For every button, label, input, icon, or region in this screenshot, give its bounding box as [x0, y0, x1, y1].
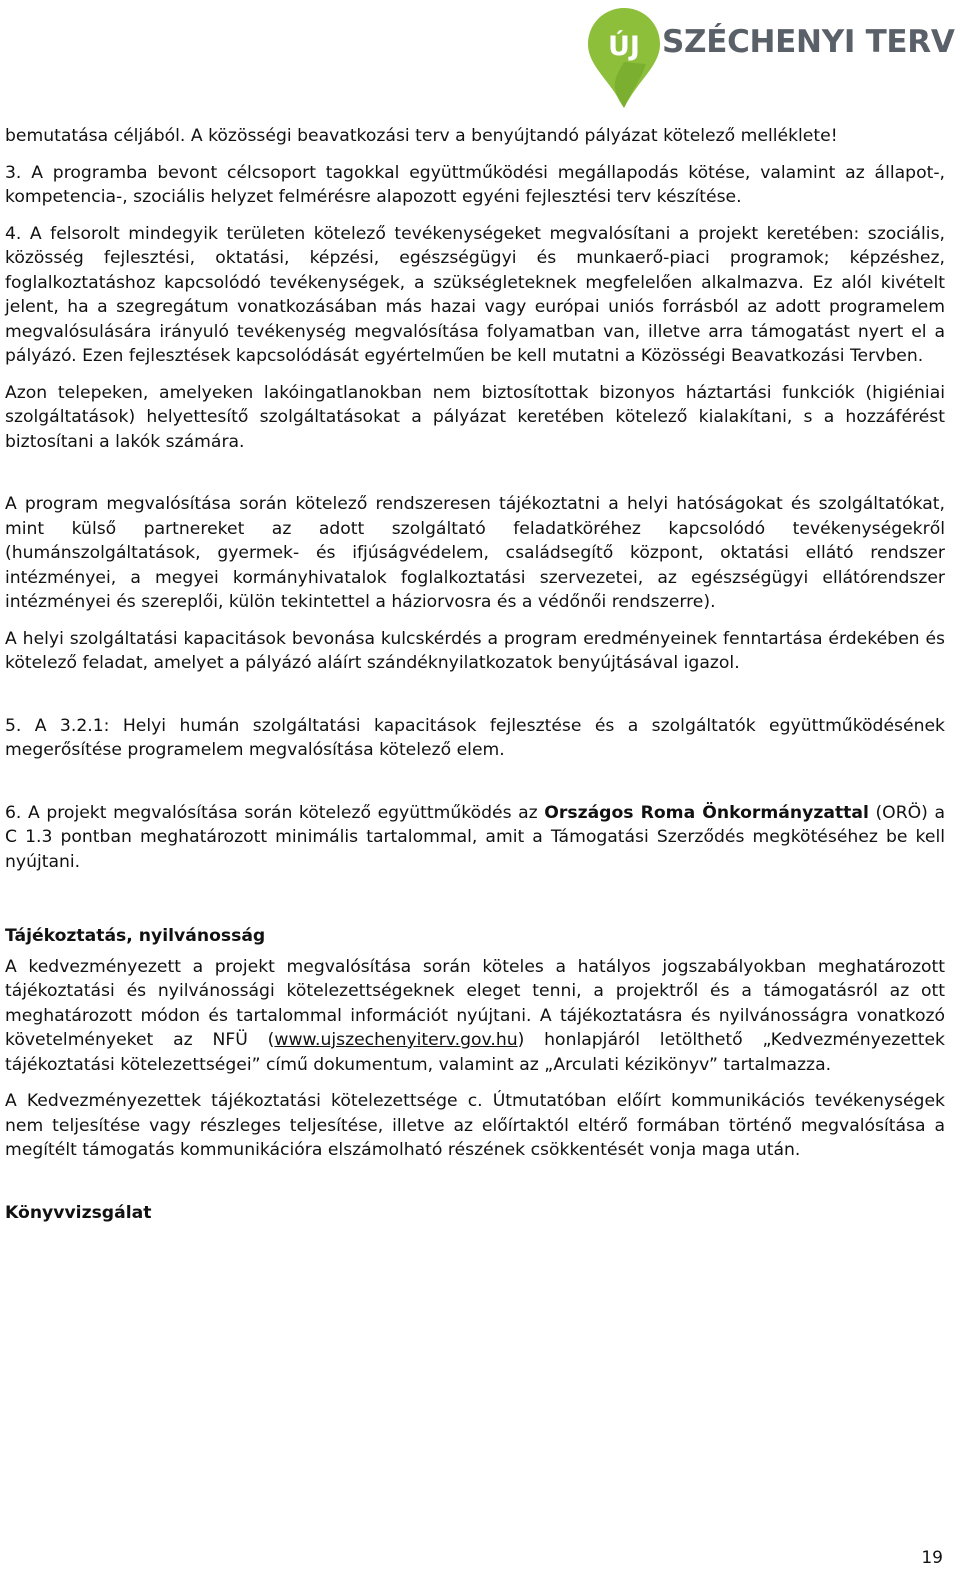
szechenyi-terv-logo — [586, 6, 955, 110]
heading-tajekoztatas: Tájékoztatás, nyilvánosság — [5, 926, 266, 946]
paragraph-item-4: 4. A felsorolt mindegyik területen kötelező tevékenységeket megvalósítani a projekt keretében: szociális, közösség fejlesztési, oktatási, képzési, egészségügyi és munkaerő-piaci programok; képzéshez, foglalkoztatáshoz kapcsolódó tevékenységek, a szükségleteknek megfelelően alkalmazva. Ez alól kivételt jelent, ha a szegregátum vonatkozásában más hazai vagy európai uniós forrásból az adott programelem megvalósulására irányuló tevékenység megvalósítása folyamatban van, illetve arra támogatást nyert el a pályázó. Ezen fejlesztések kapcsolódását egyértelműen be kell mutatni a Közösségi Beavatkozási Tervben. — [5, 223, 945, 366]
logo-brand-text: SZÉCHENYI TERV — [662, 24, 955, 60]
nfu-website-link[interactable]: www.ujszechenyiterv.gov.hu — [274, 1030, 518, 1050]
item-6-bold-org: Országos Roma Önkormányzattal — [544, 802, 869, 823]
paragraph-kedvezmenyezett — [5, 955, 945, 1078]
kedv-text-a: A kedvezményezett a projekt megvalósítása során köteles a hatályos jogszabályokban meghatározott tájékoztatási és nyilvánossági kötelezettségeknek eleget tenni, a projektről és a támogatásról az ott meghatározott módon és tartalommal információt nyújtani. A tájékoztatásra és nyilvánosságra vonatkozó követelményeket az NFÜ ( — [5, 956, 945, 1050]
kedv-text-b: ) honlapjáról letölthető „Kedvezményezettek tájékoztatási kötelezettségei” című dokumentum, valamint az „Arculati kézikönyv” tartalmazza. — [5, 1030, 945, 1075]
location-pin-logo-icon — [586, 6, 666, 110]
paragraph-intro-continued: bemutatása céljából. A közösségi beavatkozási terv a benyújtandó pályázat kötelező melléklete! — [5, 126, 838, 146]
paragraph-kedvezmenyezettek-utmutato: A Kedvezményezettek tájékoztatási kötelezettsége c. Útmutatóban előírt kommunikációs tevékenységek nem teljesítése vagy részleges teljesítése, illetve az előírtaktól eltérő formában történő megvalósítása a megítélt támogatás kommunikációra elszámolható részének csökkentését vonja maga után. — [5, 1091, 945, 1160]
paragraph-helyi-kapacitasok: A helyi szolgáltatási kapacitások bevonása kulcskérdés a program eredményeinek fenntartása érdekében és kötelező feladat, amelyet a pályázó aláírt szándéknyilatkozatok benyújtásával igazol. — [5, 628, 945, 673]
page-number: 19 — [921, 1548, 943, 1568]
paragraph-item-3: 3. A programba bevont célcsoport tagokkal együttműködési megállapodás kötése, valamint az állapot-, kompetencia-, szociális helyzet felmérésre alapozott egyéni fejlesztési terv készítése. — [5, 162, 945, 207]
paragraph-item-6 — [5, 801, 945, 875]
paragraph-telepeken: Azon telepeken, amelyeken lakóingatlanokban nem biztosítottak bizonyos háztartási funkciók (higiéniai szolgáltatások) helyettesítő szolgáltatásokat a pályázat keretében kötelező kialakítani, s a hozzáférést biztosítani a lakók számára. — [5, 382, 945, 452]
paragraph-item-5: 5. A 3.2.1: Helyi humán szolgáltatási kapacitások fejlesztése és a szolgáltatók együttműködésének megerősítése programelem megvalósítása kötelező elem. — [5, 715, 945, 760]
logo-mark-text: ÚJ — [608, 31, 640, 62]
paragraph-program-tajekoztatas: A program megvalósítása során kötelező rendszeresen tájékoztatni a helyi hatóságokat és szolgáltatókat, mint külső partnereket az adott szolgáltató feladatköréhez kapcsolódó tevékenységekről (humánszolgáltatások, gyermek- és ifjúságvédelem, családsegítő központ, oktatási ellátó rendszer intézményei, a megyei kormányhivatalok foglalkoztatási szervezetei, az egészségügyi ellátórendszer intézményei és szereplői, külön tekintettel a háziorvosra és a védőnői rendszerre). — [5, 494, 945, 612]
document-body — [5, 124, 945, 1225]
item-6-text-a: 6. A projekt megvalósítása során kötelező együttműködés az — [5, 802, 545, 823]
heading-konyvvizsgalat: Könyvvizsgálat — [5, 1202, 152, 1223]
item-6-text-b: (ORÖ) a C 1.3 pontban meghatározott minimális tartalommal, amit a Támogatási Szerződés megkötéséhez be kell nyújtani. — [5, 802, 945, 872]
